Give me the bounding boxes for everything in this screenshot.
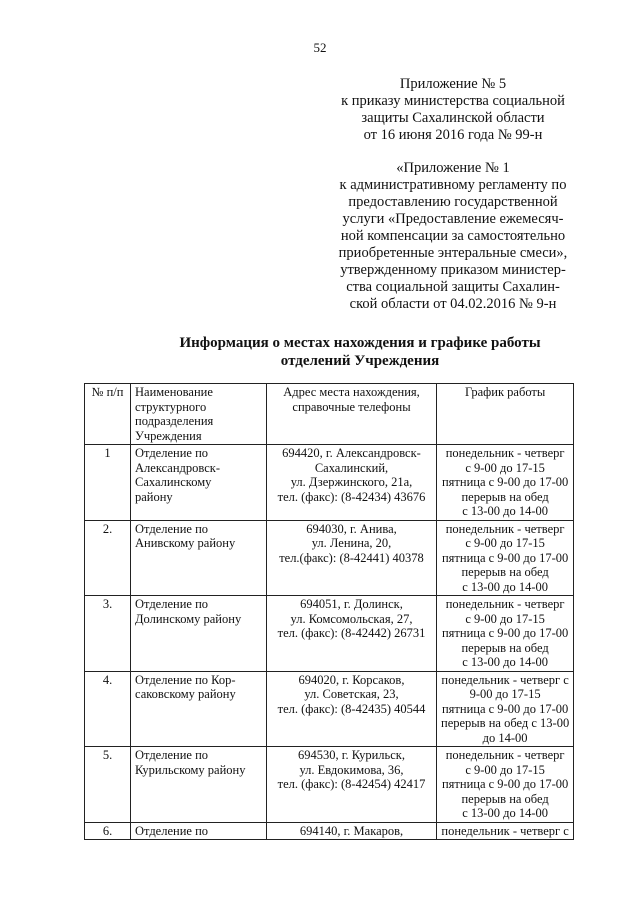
- cell-address: [267, 822, 437, 840]
- cell-address-line: 694051, г. Долинск,: [300, 597, 403, 611]
- cell-schedule-line: с 13-00 до 14-00: [462, 579, 549, 594]
- cell-schedule-line: перерыв на обед: [461, 489, 549, 504]
- cell-address-line: тел. (факс): (8-42435) 40544: [277, 701, 426, 716]
- document-title: [100, 334, 620, 370]
- cell-unit-name-line: Отделение по: [135, 748, 209, 762]
- cell-number-value: 2.: [102, 521, 113, 536]
- cell-address-line: Сахалинский,: [314, 460, 389, 475]
- cell-number-value: 5.: [102, 748, 113, 762]
- cell-schedule-line: пятница с 9-00 до 17-00: [441, 475, 569, 489]
- page-number: 52: [313, 40, 327, 55]
- cell-address-line: 694140, г. Макаров,: [299, 823, 404, 838]
- cell-schedule-line: перерыв на обед: [461, 565, 549, 579]
- cell-schedule-line: понедельник - четверг: [445, 521, 565, 536]
- cell-address-line: 694020, г. Корсаков,: [298, 672, 405, 687]
- column-header-schedule: График работы: [437, 384, 574, 445]
- cell-schedule-line: пятница с 9-00 до 17-00: [441, 701, 569, 716]
- branches-table: [84, 383, 574, 840]
- cell-unit-name: [131, 822, 267, 840]
- cell-address: [267, 445, 437, 521]
- cell-unit-name: [131, 596, 267, 672]
- cell-schedule: [437, 747, 574, 823]
- cell-number-value: 4.: [102, 672, 113, 687]
- regulation-header-line: предоставлению государственной: [348, 194, 558, 210]
- table-row: [85, 671, 574, 747]
- cell-schedule-line: с 9-00 до 17-15: [465, 762, 545, 777]
- table-header-row: [85, 384, 574, 445]
- regulation-header-line: «Приложение № 1: [396, 160, 510, 176]
- cell-unit-name-line: саковскому району: [135, 687, 236, 701]
- cell-number-value: 1: [104, 446, 111, 460]
- table-row: [85, 822, 574, 840]
- cell-schedule-line: перерыв на обед с 13-00: [441, 716, 570, 730]
- cell-schedule-line: пятница с 9-00 до 17-00: [441, 777, 569, 791]
- table-row: [85, 445, 574, 521]
- cell-unit-name-line: Отделение по: [135, 597, 209, 611]
- cell-schedule: [437, 671, 574, 747]
- cell-number: [85, 747, 131, 823]
- cell-schedule-line: с 9-00 до 17-15: [465, 536, 545, 550]
- cell-unit-name-line: Сахалинскому: [135, 475, 212, 489]
- regulation-header-line: ной компенсации за самостоятельно: [340, 228, 566, 244]
- regulation-header-line: услуги «Предоставление ежемесяч-: [342, 211, 564, 227]
- column-header-number: № п/п: [85, 384, 131, 445]
- cell-schedule-line: пятница с 9-00 до 17-00: [441, 626, 569, 640]
- cell-unit-name-line: Анивскому району: [135, 536, 236, 550]
- cell-schedule-line: понедельник - четверг: [445, 748, 565, 762]
- appendix-header-line: от 16 июня 2016 года № 99-н: [363, 127, 543, 143]
- cell-address-line: 694420, г. Александровск-: [282, 446, 421, 460]
- cell-schedule-line: понедельник - четверг: [445, 446, 565, 460]
- cell-address-line: ул. Дзержинского, 21а,: [290, 475, 413, 489]
- table-row: [85, 747, 574, 823]
- cell-address: [267, 747, 437, 823]
- cell-schedule-line: перерыв на обед: [461, 640, 549, 655]
- appendix-header-line: Приложение № 5: [399, 76, 507, 92]
- cell-unit-name: [131, 520, 267, 596]
- cell-schedule-line: с 9-00 до 17-15: [465, 611, 545, 626]
- cell-schedule-line: пятница с 9-00 до 17-00: [441, 550, 569, 565]
- column-header-address: Адрес места нахождения, справочные телефоны: [267, 384, 437, 445]
- cell-number: [85, 596, 131, 672]
- appendix-header-line: защиты Сахалинской области: [361, 110, 545, 126]
- table-row: [85, 520, 574, 596]
- cell-schedule-line: понедельник - четверг с: [441, 823, 569, 838]
- cell-schedule: [437, 520, 574, 596]
- cell-number: [85, 520, 131, 596]
- cell-address-line: тел. (факс): (8-42454) 42417: [277, 777, 426, 791]
- cell-schedule-line: с 9-00 до 17-15: [465, 460, 545, 475]
- document-title-line: Информация о местах нахождения и графике работы: [179, 335, 541, 351]
- table-row: [85, 596, 574, 672]
- cell-address-line: ул. Советская, 23,: [304, 687, 399, 701]
- appendix-header-line: к приказу министерства социальной: [341, 93, 565, 109]
- appendix-header: [318, 76, 588, 144]
- regulation-header-line: ства социальной защиты Сахалин-: [346, 279, 560, 295]
- cell-number-value: 3.: [102, 597, 113, 611]
- regulation-header: [318, 160, 588, 313]
- cell-unit-name: [131, 671, 267, 747]
- cell-address-line: 694030, г. Анива,: [306, 521, 397, 536]
- cell-schedule-line: понедельник - четверг с: [441, 672, 569, 687]
- cell-unit-name-line: Долинскому району: [135, 611, 242, 626]
- cell-address-line: ул. Ленина, 20,: [311, 536, 392, 550]
- regulation-header-line: ской области от 04.02.2016 № 9-н: [349, 296, 557, 312]
- cell-address: [267, 671, 437, 747]
- cell-schedule: [437, 822, 574, 840]
- regulation-header-line: приобретенные энтеральные смеси»,: [338, 245, 568, 261]
- cell-schedule: [437, 445, 574, 521]
- cell-unit-name-line: Отделение по Кор-: [135, 672, 236, 687]
- cell-address-line: ул. Комсомольская, 27,: [290, 611, 413, 626]
- cell-number: [85, 445, 131, 521]
- cell-unit-name: [131, 445, 267, 521]
- cell-number: [85, 822, 131, 840]
- cell-number-value: 6.: [102, 823, 113, 838]
- cell-address-line: тел. (факс): (8-42434) 43676: [277, 489, 426, 504]
- cell-address-line: ул. Евдокимова, 36,: [299, 762, 404, 777]
- cell-unit-name-line: Отделение по: [135, 521, 209, 536]
- cell-unit-name: [131, 747, 267, 823]
- cell-schedule-line: до 14-00: [482, 730, 528, 745]
- cell-schedule: [437, 596, 574, 672]
- cell-address: [267, 520, 437, 596]
- cell-schedule-line: с 13-00 до 14-00: [462, 655, 549, 669]
- cell-schedule-line: 9-00 до 17-15: [469, 687, 541, 701]
- cell-unit-name-line: району: [135, 489, 173, 504]
- column-header-unit: Наименование структурного подразделения Учреждения: [131, 384, 267, 445]
- cell-schedule-line: понедельник - четверг: [445, 597, 565, 611]
- cell-address-line: тел. (факс): (8-42442) 26731: [277, 626, 426, 640]
- cell-schedule-line: с 13-00 до 14-00: [462, 806, 549, 820]
- cell-address: [267, 596, 437, 672]
- regulation-header-line: утвержденному приказом министер-: [340, 262, 566, 278]
- cell-address-line: 694530, г. Курильск,: [298, 748, 405, 762]
- document-title-line: отделений Учреждения: [280, 353, 440, 369]
- cell-unit-name-line: Отделение по: [135, 446, 209, 460]
- cell-number: [85, 671, 131, 747]
- cell-address-line: тел.(факс): (8-42441) 40378: [279, 550, 424, 565]
- cell-schedule-line: перерыв на обед: [461, 791, 549, 806]
- cell-unit-name-line: Отделение по: [135, 823, 209, 838]
- cell-schedule-line: с 13-00 до 14-00: [462, 504, 549, 518]
- regulation-header-line: к административному регламенту по: [339, 177, 567, 193]
- cell-unit-name-line: Курильскому району: [135, 762, 246, 777]
- cell-unit-name-line: Александровск-: [135, 460, 220, 475]
